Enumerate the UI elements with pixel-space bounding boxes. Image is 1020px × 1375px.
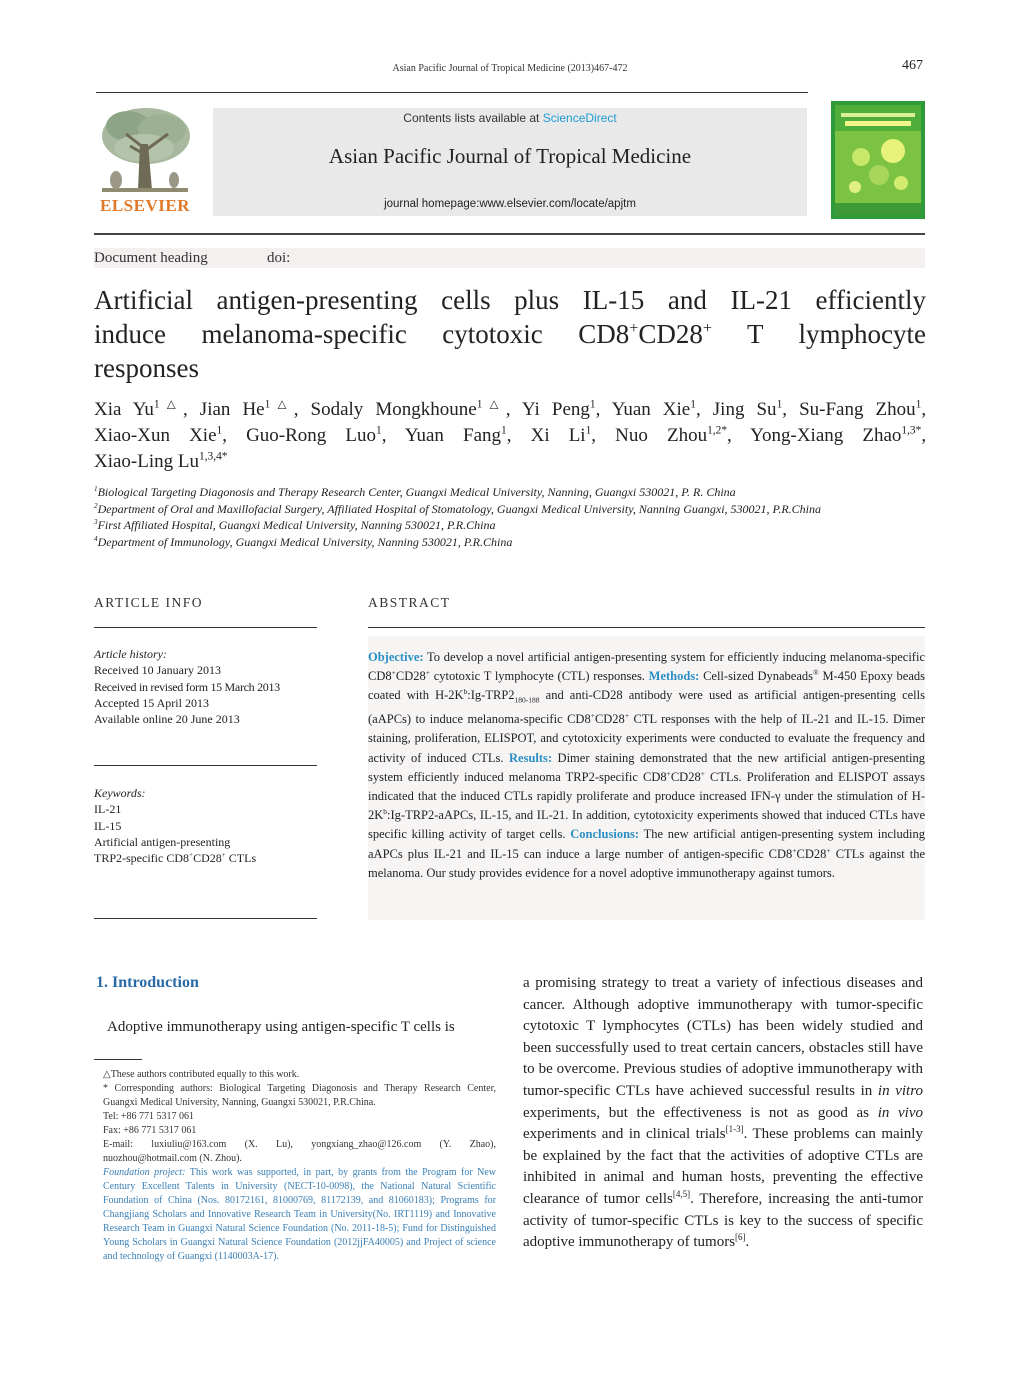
author-name: Xia Yu [94,399,154,420]
received-date: Received 10 January 2013 [94,663,221,678]
author-list [94,397,926,475]
author-affiliation-sup: 1 [216,424,223,437]
article-info-rule-bottom [94,918,317,919]
article-history [94,646,317,727]
title-text: induce melanoma-specific cytotoxic CD8 [94,319,630,349]
affiliation-4 [94,534,926,551]
abstract-sup: + [792,845,797,855]
methods-label: Methods: [648,669,700,684]
intro-italic: in vivo [877,1104,923,1121]
author-name: Yong-Xiang Zhao [750,425,902,446]
introduction-left-text: Adoptive immunotherapy using antigen-specific T cells is [107,1019,455,1035]
author-affiliation-sup: 1 [501,424,507,437]
author-affiliation-sup: 1 [690,398,696,411]
contents-line [213,111,807,125]
title-text: CD28 [638,319,703,349]
footnotes [94,1068,496,1264]
affiliation-number: 1 [94,485,98,493]
affiliation-text: Department of Oral and Maxillofacial Surgery, Affiliated Hospital of Stomatology, Guangxi Medical University, Nanning Guangxi, 530021, P.R.China [97,501,821,516]
author-name: Guo-Rong Luo [246,425,377,446]
footnote-corresponding-authors: * Corresponding authors: Biological Targeting Diagonosis and Therapy Research Center, Guangxi Medical University, Nanning, Guangxi 530021, P.R.China. [103,1083,496,1108]
abstract-run: CTLs against the melanoma. Our study provides evidence for a novel adoptive immunotherapy against tumors. [368,846,925,880]
abstract-run: CD28 [594,712,625,727]
abstract-run: and anti-CD28 antibody were used as artificial antigen-presenting cells (aAPCs) to induce melanoma-specific CD8 [368,688,925,727]
author-affiliation-sup: 1,2* [707,424,728,437]
affiliation-number: 4 [94,534,98,543]
author-affiliation-sup: 1,3,4* [199,450,228,463]
author-line-1: Xia $Yu^{1\triangle}$, Jian $He^{1\triangle}$, Sodaly Mongkhoune$^{1\triangle}$, Yi Peng$^1$, Yuan Xie$^1$, Jing Su$^1$, Su-Fang Zhou$^1$, [94,398,927,420]
keyword: IL-21 [94,802,122,817]
affiliations [94,484,926,550]
accepted-date: Accepted 15 April 2013 [94,695,209,710]
abstract-run: CD28 [796,846,827,861]
abstract-run: To develop a novel artificial antigen-presenting system for efficiently inducing melanoma-specific CD8 [368,650,925,684]
title-line-3: responses [94,353,199,383]
introduction-right-text [523,973,923,1254]
author-name: Sodaly Mongkhoune [310,399,477,420]
keyword-sup: + [221,851,226,860]
intro-run: . [745,1234,750,1251]
keyword-text: CD28 [193,851,222,866]
author-affiliation-sup: 1△ [476,398,506,411]
keyword [94,850,317,866]
abstract-rule-top [368,627,925,628]
abstract-run: Dimer staining demonstrated that the new artificial antigen-presenting system efficiently induced melanoma TRP2-specific CD8 [368,750,925,784]
intro-run: . Therefore, increasing the anti-tumor activity of tumor-specific CTLs is key to the success of specific adoptive immunotherapy of tumors [523,1190,923,1251]
affiliation-text: Biological Targeting Diagonosis and Therapy Research Center, Guangxi Medical University, Nanning, Guangxi 530021, P. R. China [97,485,736,499]
abstract-run: M-450 Epoxy beads coated with H-2K [368,669,925,703]
abstract-run: The new artificial antigen-presenting system including aAPCs plus IL-21 and IL-15 can induce a large number of antigen-specific CD8 [368,827,925,861]
masthead-rule [94,233,925,235]
objective-label: Objective: [368,650,424,664]
title-sup: + [629,319,639,337]
abstract-sup: + [700,768,705,778]
author-name: Yi Peng [521,399,590,420]
elsevier-wordmark: ELSEVIER [100,196,190,215]
project-label: Foundation project: [103,1167,186,1178]
citation-link[interactable]: [4,5] [672,1188,691,1199]
intro-run: . These problems can mainly be explained by the fact that the activities of adoptive CTLs are inhibited in animal and human hosts, preventing the effective clearance of tumor cells [523,1126,923,1207]
author-name: Su-Fang Zhou [799,399,916,420]
abstract-sup: + [826,845,831,855]
abstract-run: :Ig-TRP2 [467,688,515,703]
abstract-run: :Ig-TRP2-aAPCs, IL-15, and IL-21. In addition, cytotoxicity experiments showed that induced CTLs have specific killing activity of target cells. [368,808,925,842]
footnote-equal-contribution: △These authors contributed equally to this work. [103,1069,300,1080]
journal-cover-image[interactable] [831,101,925,219]
abstract-sup: + [425,668,430,678]
author-affiliation-sup: 1,3* [901,424,922,437]
intro-run: experiments and in clinical trials [523,1126,726,1143]
author-affiliation-sup: 1 [915,398,922,411]
abstract-sup: b [463,687,468,697]
footnote-email: E-mail: luxiuliu@163.com (X. Lu), yongxiang_zhao@126.com (Y. Zhao), nuozhou@hotmail.com (N. Zhou). [103,1139,496,1164]
tree-icon [94,104,196,194]
page-number: 467 [902,58,923,73]
keyword-text: CTLs [225,851,257,866]
title-line-2 [94,317,926,351]
abstract-sup: + [624,710,630,720]
affiliation-number: 2 [94,501,98,510]
author-affiliation-sup: 1 [589,398,596,411]
author-name: Xiao-Xun Xie [94,425,217,446]
online-date: Available online 20 June 2013 [94,712,240,727]
author-name: Xi Li [530,425,586,446]
abstract-sup: + [391,668,396,678]
citation-link[interactable]: [6] [735,1232,746,1243]
intro-italic: in vitro [877,1082,923,1099]
abstract-run: cytotoxic T lymphocyte (CTL) responses. [429,669,649,684]
keywords [94,785,317,866]
author-affiliation-sup: 1 [376,424,382,437]
journal-homepage-link[interactable]: journal homepage:www.elsevier.com/locate/apjtm [384,198,636,210]
keyword-text: TRP2-specific CD8 [94,851,189,866]
title-sup: + [702,319,713,337]
contents-prefix: Contents lists available at [403,111,543,125]
conclusions-label: Conclusions: [570,827,640,842]
keywords-label: Keywords: [94,786,146,800]
abstract-sub: 180-188 [514,695,540,705]
intro-run: experiments, but the effectiveness is not as good as [523,1104,878,1121]
affiliation-2 [94,501,926,518]
document-heading: Document heading [94,250,208,266]
introduction-heading: 1. Introduction [96,974,199,991]
footnote-rule [94,1059,142,1060]
abstract-run: CTLs. Proliferation and ELISPOT assays indicated that the induced CTLs rapidly proliferate and produce increased IFN-γ under the stimulation of H-2K [368,769,925,823]
keyword: Artificial antigen-presenting [94,834,231,849]
abstract-run: Cell-sized Dynabeads [699,669,814,684]
elsevier-logo[interactable] [94,104,196,216]
affiliation-1 [94,484,926,501]
author-affiliation-sup: 1 [585,424,592,437]
author-name: Jian He [199,399,265,420]
article-info-rule-top [94,627,317,628]
author-line-2: Xiao-Xun Xie$^1$, Guo-Rong Luo$^1$, Yuan Fang$^1$, Xi Li$^1$, Nuo Zhou$^{1,2*}$, Yong-Xiang Zhao$^{1,3*}$, [94,424,927,446]
abstract-run: CD28 [670,769,701,784]
affiliation-number: 3 [94,518,98,526]
revised-date: Received in revised form 15 March 2013 [94,679,280,694]
author-name: Yuan Xie [611,399,691,420]
document-heading-band [94,248,925,268]
abstract-text [368,648,925,883]
footnote-foundation-project [94,1166,496,1264]
abstract-sup: b [383,806,388,816]
abstract-sup: + [666,768,671,778]
doi-label: doi: [267,250,291,266]
journal-title: Asian Pacific Journal of Tropical Medicine [328,144,692,168]
footnote-tel: Tel: +86 771 5317 061 [103,1111,195,1122]
running-header: Asian Pacific Journal of Tropical Medicine (2013)467-472 [392,63,628,74]
author-line-3 [94,449,926,475]
author-name: Yuan Fang [404,425,502,446]
article-info-heading: ARTICLE INFO [94,595,204,610]
footnote-fax: Fax: +86 771 5317 061 [103,1125,197,1136]
citation-link[interactable]: [1-3] [725,1124,744,1135]
project-text: This work was supported, in part, by grants from the Program for New Century Excellent Talents in University (NECT-10-0098), the National Natural Scientific Foundation of China (Nos. 80172161, 81000769, 81172139, and 81060183); Programs for Changjiang Scholars and Innovative Research Team in University(No. IRT1119) and Innovative Research Team in Guangxi Natural Science Foundation (No. 2011-18-5); Fund for Distinguished Young Scholars in Guangxi Natural Science Foundation (2012jjFA40005) and Project of science and technology of Guangxi (1140003A-17). [103,1167,496,1262]
abstract-sup: + [590,710,595,720]
author-name: Jing Su [712,399,777,420]
affiliation-text: Department of Immunology, Guangxi Medical University, Nanning 530021, P.R.China [97,534,513,549]
history-label: Article history: [94,647,167,661]
author-name: Xiao-Ling Lu [94,451,200,472]
title-line-1: Artificial antigen-presenting cells plus IL-15 and IL-21 efficiently [94,285,926,315]
affiliation-3 [94,517,926,534]
affiliation-text: First Affiliated Hospital, Guangxi Medical University, Nanning 530021, P.R.China [97,518,496,532]
article-info-rule-mid [94,765,317,766]
title-text: T lymphocyte [712,319,926,349]
author-affiliation-sup: 1△ [153,398,183,411]
keyword-sup: + [189,851,194,860]
abstract-sup: ® [813,668,819,678]
sciencedirect-link[interactable]: ScienceDirect [542,111,617,125]
abstract-heading: ABSTRACT [368,595,451,610]
intro-run: a promising strategy to treat a variety of infectious diseases and cancer. Although adoptive immunotherapy with tumor-specific cytotoxic T lymphocytes (CTLs) has been widely studied and been successfully used to treat certain cancers, obstacles still have to be overcome. Previous studies of adoptive immunotherapy with tumor-specific CTLs have achieved successful results in [523,975,923,1099]
author-affiliation-sup: 1 [776,398,783,411]
author-name: Nuo Zhou [615,425,708,446]
abstract-run: CD28 [395,669,426,684]
keyword: IL-15 [94,818,122,833]
article-title [94,283,926,385]
author-affiliation-sup: 1△ [264,398,294,411]
abstract-run: CTL responses with the help of IL-21 and IL-15. Dimer staining, proliferation, ELISPOT, and cytotoxicity experiments were conducted to evaluate the frequency and activity of induced CTLs. [368,712,925,765]
results-label: Results: [509,750,553,765]
header-rule [96,92,808,93]
